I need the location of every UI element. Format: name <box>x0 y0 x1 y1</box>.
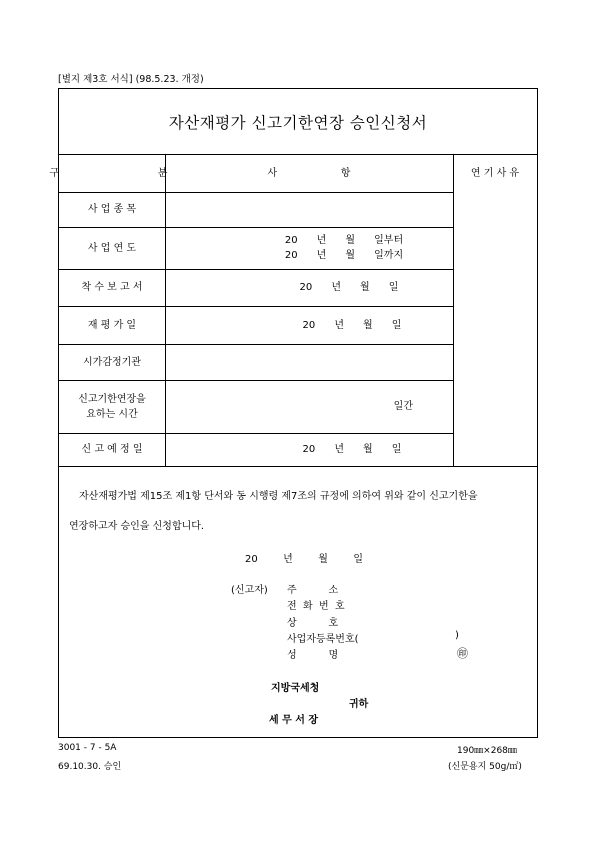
field-business-year[interactable] <box>165 227 453 269</box>
applicant-phone: 전 화 번 호 <box>287 601 345 612</box>
divider <box>59 466 537 467</box>
header-extension-reason: 연 기 사 유 <box>470 167 520 179</box>
business-number-close: ) <box>455 630 459 641</box>
header-details: 사 항 <box>267 167 351 179</box>
field-business-type[interactable] <box>165 192 453 227</box>
header-category: 구 분 <box>49 167 175 179</box>
statement-line-1: 자산재평가법 제15조 제1항 단서와 동 시행령 제7조의 규정에 의하여 위와 같이 신고기한을 <box>79 491 478 502</box>
regional-tax-office: 지방국세청 <box>271 683 320 694</box>
statement-line-2: 연장하고자 승인을 신청합니다. <box>69 521 205 532</box>
extension-period-label-1: 신고기한연장을 <box>78 393 146 405</box>
label-start-report: 착 수 보 고 서 <box>81 282 143 293</box>
honorific: 귀하 <box>349 699 369 710</box>
applicant-business-number: 사업자등록번호( <box>287 634 359 645</box>
applicant-trade-name: 상 호 <box>287 618 339 629</box>
tax-office-head: 세 무 서 장 <box>269 715 319 726</box>
application-date: 20 년 월 일 <box>245 554 363 565</box>
label-scheduled-filing-date: 신 고 예 정 일 <box>81 444 143 455</box>
field-revaluation-date[interactable]: 20 년 월 일 <box>302 319 402 331</box>
label-appraisal-agency: 시가감정기관 <box>83 356 141 368</box>
applicant-name: 성 명 <box>287 650 339 661</box>
applicant-prefix: (신고자) <box>231 585 268 596</box>
paper-type: (신문용지 50g/㎡) <box>448 762 522 772</box>
label-business-type: 사 업 종 목 <box>87 204 137 215</box>
field-appraisal-agency[interactable] <box>165 344 453 380</box>
business-year-start: 20 년 월 일부터 <box>284 235 404 246</box>
field-extension-reason[interactable] <box>453 192 537 466</box>
form-title: 자산재평가 신고기한연장 승인신청서 <box>168 113 428 132</box>
label-extension-period <box>59 380 165 433</box>
label-business-year: 사 업 연 도 <box>87 242 137 254</box>
application-form <box>49 88 538 738</box>
approval-date: 69.10.30. 승인 <box>58 762 122 772</box>
seal-mark: ㊞ <box>457 647 468 660</box>
label-revaluation-date: 재 평 가 일 <box>87 319 137 331</box>
field-scheduled-filing-date[interactable]: 20 년 월 일 <box>302 444 402 455</box>
field-extension-period[interactable]: 일간 <box>393 401 413 412</box>
extension-period-label-2: 요하는 시간 <box>86 408 138 420</box>
paper-size: 190㎜×268㎜ <box>457 746 517 756</box>
form-code: 3001 - 7 - 5A <box>58 743 117 753</box>
field-start-report[interactable]: 20 년 월 일 <box>299 282 399 293</box>
business-year-end: 20 년 월 일까지 <box>284 250 404 261</box>
form-number-note: [별지 제3호 서식] (98.5.23. 개정) <box>58 74 204 85</box>
applicant-address: 주 소 <box>287 585 339 596</box>
